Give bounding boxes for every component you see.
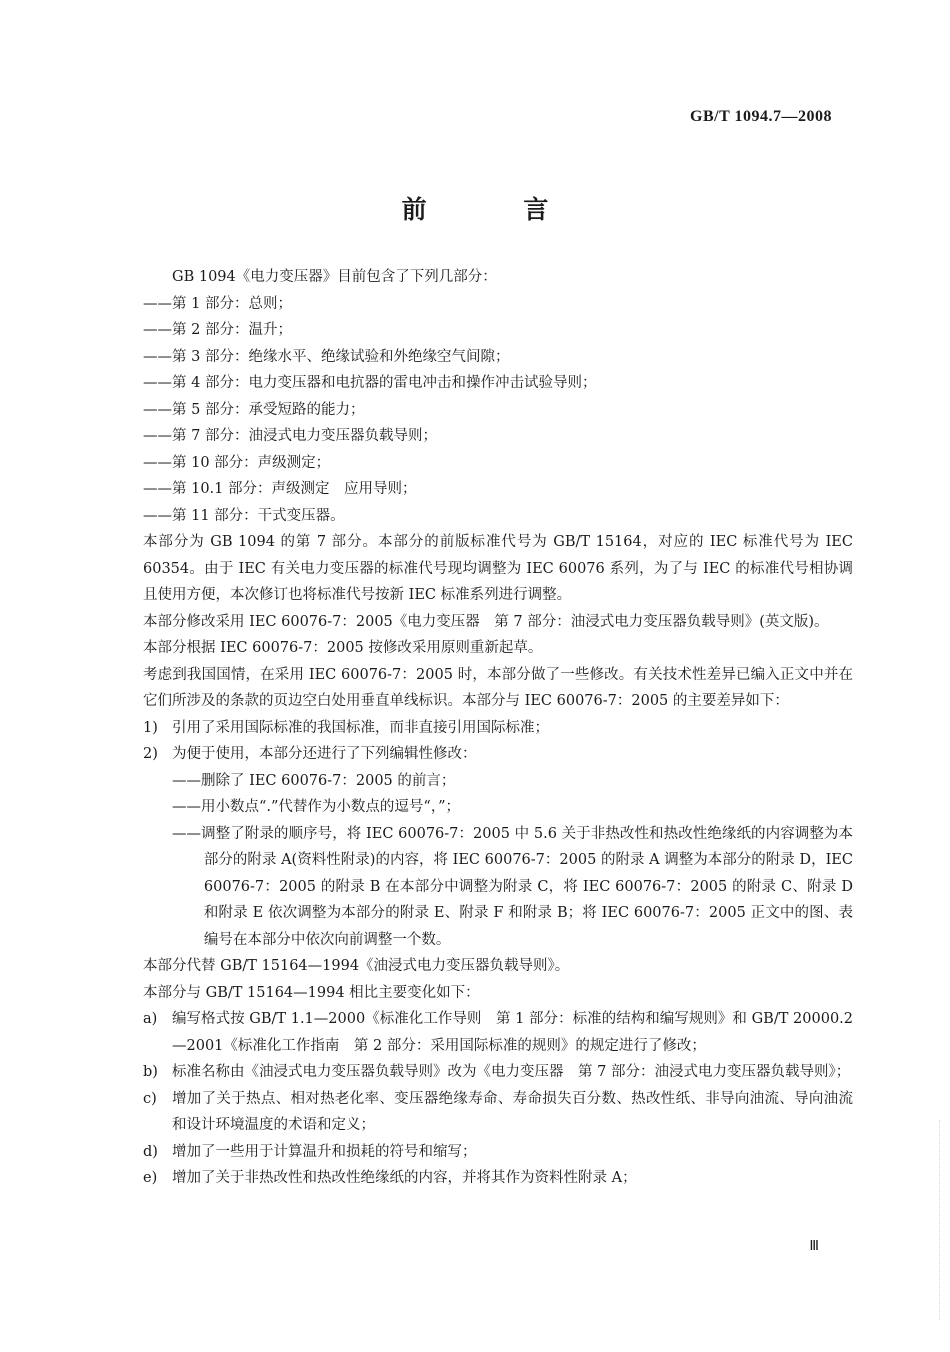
- page-number: Ⅲ: [809, 1239, 818, 1254]
- page-title: 前 言: [401, 195, 593, 224]
- paragraph-adoption: 本部分修改采用 IEC 60076-7：2005《电力变压器 第 7 部分：油浸式电力变压器负载导则》(英文版)。: [143, 613, 829, 630]
- difference-number: 2): [143, 746, 158, 762]
- change-label: c): [143, 1090, 157, 1107]
- difference-item: [143, 741, 853, 768]
- change-text: 编写格式按 GB/T 1.1—2000《标准化工作导则 第 1 部分：标准的结构和编写规则》和 GB/T 20000.2—2001《标准化工作指南 第 2 部分：采用国际标准的规则》的规定进行了修改；: [172, 1011, 853, 1054]
- difference-item: [143, 715, 853, 742]
- part-item: ——第 10.1 部分：声级测定 应用导则；: [143, 481, 417, 497]
- paragraph-scope: 本部分为 GB 1094 的第 7 部分。本部分的前版标准代号为 GB/T 15164，对应的 IEC 标准代号为 IEC 60354。由于 IEC 有关电力变压器的标准代号现均调整为 IEC 60076 系列，为了与 IEC 的标准代号相协调且使用方便，本次修订也将标准代号按新 IEC 标准系列进行调整。: [143, 534, 853, 603]
- difference-number: 1): [143, 719, 158, 736]
- change-label: a): [143, 1011, 158, 1027]
- paragraph-replaces: 本部分代替 GB/T 15164—1994《油浸式电力变压器负载导则》。: [143, 958, 570, 974]
- difference-text: 为便于使用，本部分还进行了下列编辑性修改：: [172, 746, 477, 762]
- part-item: ——第 1 部分：总则；: [143, 295, 292, 312]
- document-body: [143, 264, 853, 1192]
- change-item: [143, 1139, 853, 1166]
- part-item: ——第 11 部分：干式变压器。: [143, 507, 345, 524]
- paragraph-differences: 考虑到我国国情，在采用 IEC 60076-7：2005 时，本部分做了一些修改。有关技术性差异已编入正文中并在它们所涉及的条款的页边空白处用垂直单线标识。本部分与 IEC 60076-7：2005 的主要差异如下：: [143, 666, 853, 709]
- part-item: ——第 10 部分：声级测定；: [143, 454, 331, 471]
- change-text: 增加了关于非热改性和热改性绝缘纸的内容，并将其作为资料性附录 A；: [172, 1170, 637, 1186]
- paragraph-changes: 本部分与 GB/T 15164—1994 相比主要变化如下：: [143, 984, 480, 1001]
- change-text: 增加了关于热点、相对热老化率、变压器绝缘寿命、寿命损失百分数、热改性纸、非导向油流、导向油流和设计环境温度的术语和定义；: [172, 1090, 853, 1133]
- edit-item: ——调整了附录的顺序号，将 IEC 60076-7：2005 中 5.6 关于非热改性和热改性绝缘纸的内容调整为本部分的附录 A(资料性附录)的内容，将 IEC 60076-7：2005 的附录 A 调整为本部分的附录 D，IEC 60076-7：2005 的附录 B 在本部分中调整为附录 C，将 IEC 60076-7：2005 的附录 C、附录 D 和附录 E 依次调整为本部分的附录 E、附录 F 和附录 B；将 IEC 60076-7：2005 正文中的图、表编号在本部分中依次向前调整一个数。: [172, 825, 853, 948]
- edit-item: ——用小数点“.”代替作为小数点的逗号“，”；: [172, 799, 461, 815]
- change-item: [143, 1165, 853, 1192]
- part-item: ——第 3 部分：绝缘水平、绝缘试验和外绝缘空气间隙；: [143, 348, 510, 365]
- edit-item: ——删除了 IEC 60076-7：2005 的前言；: [172, 772, 456, 789]
- part-item: ——第 5 部分：承受短路的能力；: [143, 401, 365, 418]
- difference-text: 引用了采用国际标准的我国标准，而非直接引用国际标准；: [172, 719, 549, 736]
- change-item: [143, 1086, 853, 1139]
- change-text: 增加了一些用于计算温升和损耗的符号和缩写；: [172, 1143, 477, 1160]
- part-item: ——第 2 部分：温升；: [143, 322, 292, 338]
- paragraph-drafting: 本部分根据 IEC 60076-7：2005 按修改采用原则重新起草。: [143, 640, 543, 656]
- change-label: d): [143, 1143, 158, 1160]
- scan-edge-mark: [939, 1120, 946, 1320]
- change-text: 标准名称由《油浸式电力变压器负载导则》改为《电力变压器 第 7 部分：油浸式电力变压器负载导则》；: [172, 1064, 851, 1080]
- standard-code: GB/T 1094.7—2008: [690, 108, 832, 125]
- change-item: [143, 1006, 853, 1059]
- part-item: ——第 7 部分：油浸式电力变压器负载导则；: [143, 428, 437, 444]
- change-item: [143, 1059, 853, 1086]
- intro-paragraph: GB 1094《电力变压器》目前包含了下列几部分：: [172, 269, 497, 285]
- change-label: e): [143, 1170, 158, 1186]
- part-item: ——第 4 部分：电力变压器和电抗器的雷电冲击和操作冲击试验导则；: [143, 375, 597, 391]
- change-label: b): [143, 1064, 158, 1080]
